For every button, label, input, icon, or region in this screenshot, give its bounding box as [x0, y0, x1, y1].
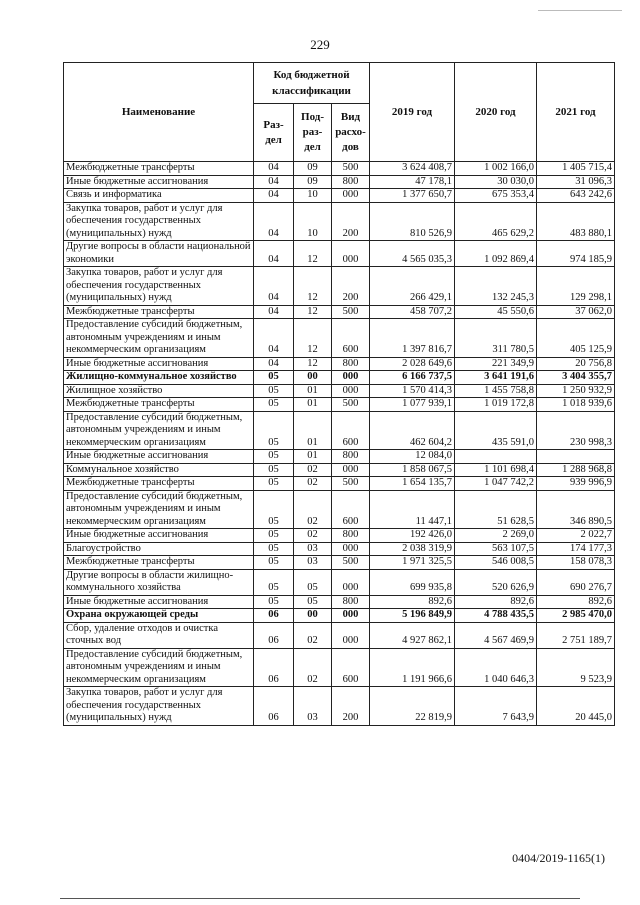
cell-razdel: 06	[254, 648, 294, 687]
cell-podrazdel: 05	[294, 569, 332, 595]
cell-vid: 000	[332, 609, 370, 623]
cell-podrazdel: 12	[294, 319, 332, 358]
cell-vid: 000	[332, 371, 370, 385]
header-2021: 2021 год	[537, 63, 615, 162]
cell-razdel: 04	[254, 241, 294, 267]
cell-2020: 675 353,4	[455, 189, 537, 203]
cell-2021: 1 018 939,6	[537, 398, 615, 412]
cell-vid: 800	[332, 595, 370, 609]
cell-razdel: 06	[254, 622, 294, 648]
cell-2020: 3 641 191,6	[455, 371, 537, 385]
cell-razdel: 05	[254, 595, 294, 609]
cell-razdel: 04	[254, 202, 294, 241]
cell-2019: 1 971 325,5	[370, 556, 455, 570]
cell-2020: 1 047 742,2	[455, 477, 537, 491]
cell-2021: 3 404 355,7	[537, 371, 615, 385]
table-row	[64, 357, 615, 371]
table-row	[64, 648, 615, 687]
cell-2021: 483 880,1	[537, 202, 615, 241]
cell-2021: 2 751 189,7	[537, 622, 615, 648]
header-2020: 2020 год	[455, 63, 537, 162]
cell-2019: 1 654 135,7	[370, 477, 455, 491]
cell-podrazdel: 00	[294, 371, 332, 385]
cell-2020: 1 092 869,4	[455, 241, 537, 267]
cell-2021: 1 405 715,4	[537, 162, 615, 176]
cell-podrazdel: 10	[294, 189, 332, 203]
cell-podrazdel: 01	[294, 384, 332, 398]
cell-2021: 31 096,3	[537, 175, 615, 189]
cell-podrazdel: 12	[294, 357, 332, 371]
cell-podrazdel: 01	[294, 450, 332, 464]
cell-name: Межбюджетные трансферты	[64, 398, 254, 412]
cell-name: Иные бюджетные ассигнования	[64, 529, 254, 543]
cell-vid: 800	[332, 357, 370, 371]
cell-razdel: 05	[254, 556, 294, 570]
table-row	[64, 189, 615, 203]
cell-vid: 000	[332, 241, 370, 267]
bottom-edge-rule	[60, 898, 580, 899]
cell-name: Иные бюджетные ассигнования	[64, 357, 254, 371]
cell-name: Жилищное хозяйство	[64, 384, 254, 398]
table-row	[64, 477, 615, 491]
header-podrazdel: Под-раз-дел	[294, 104, 332, 162]
cell-podrazdel: 05	[294, 595, 332, 609]
cell-vid: 500	[332, 398, 370, 412]
cell-2019: 1 570 414,3	[370, 384, 455, 398]
cell-name: Межбюджетные трансферты	[64, 162, 254, 176]
cell-vid: 000	[332, 189, 370, 203]
cell-podrazdel: 02	[294, 463, 332, 477]
cell-podrazdel: 03	[294, 687, 332, 726]
cell-podrazdel: 12	[294, 241, 332, 267]
cell-2019: 458 707,2	[370, 305, 455, 319]
table-row	[64, 175, 615, 189]
cell-vid: 000	[332, 463, 370, 477]
table-row	[64, 609, 615, 623]
cell-vid: 000	[332, 384, 370, 398]
header-code-group: Код бюджетной классификации	[254, 63, 370, 104]
cell-name: Предоставление субсидий бюджетным, автономным учреждениям и иным некоммерческим организациям	[64, 319, 254, 358]
cell-2021: 129 298,1	[537, 267, 615, 306]
cell-2020: 435 591,0	[455, 411, 537, 450]
cell-razdel: 05	[254, 569, 294, 595]
cell-2020: 30 030,0	[455, 175, 537, 189]
cell-2019: 699 935,8	[370, 569, 455, 595]
cell-razdel: 05	[254, 463, 294, 477]
cell-2020: 1 101 698,4	[455, 463, 537, 477]
cell-vid: 200	[332, 687, 370, 726]
header-2019: 2019 год	[370, 63, 455, 162]
cell-razdel: 04	[254, 319, 294, 358]
table-row	[64, 450, 615, 464]
cell-name: Благоустройство	[64, 542, 254, 556]
cell-2020: 563 107,5	[455, 542, 537, 556]
cell-name: Иные бюджетные ассигнования	[64, 595, 254, 609]
table-row	[64, 595, 615, 609]
cell-2019: 5 196 849,9	[370, 609, 455, 623]
cell-2021: 690 276,7	[537, 569, 615, 595]
cell-name: Сбор, удаление отходов и очистка сточных вод	[64, 622, 254, 648]
table-row	[64, 162, 615, 176]
cell-razdel: 05	[254, 384, 294, 398]
cell-razdel: 05	[254, 490, 294, 529]
table-row	[64, 319, 615, 358]
cell-name: Межбюджетные трансферты	[64, 477, 254, 491]
cell-vid: 500	[332, 162, 370, 176]
table-body	[64, 162, 615, 726]
cell-2021: 643 242,6	[537, 189, 615, 203]
cell-2019: 11 447,1	[370, 490, 455, 529]
cell-2020: 4 567 469,9	[455, 622, 537, 648]
cell-razdel: 05	[254, 398, 294, 412]
cell-2020: 51 628,5	[455, 490, 537, 529]
cell-vid: 600	[332, 411, 370, 450]
cell-razdel: 05	[254, 477, 294, 491]
cell-2021: 20 756,8	[537, 357, 615, 371]
cell-name: Иные бюджетные ассигнования	[64, 450, 254, 464]
cell-name: Предоставление субсидий бюджетным, автономным учреждениям и иным некоммерческим организациям	[64, 411, 254, 450]
cell-2020: 1 455 758,8	[455, 384, 537, 398]
cell-2019: 1 377 650,7	[370, 189, 455, 203]
cell-2020: 1 002 166,0	[455, 162, 537, 176]
cell-podrazdel: 12	[294, 305, 332, 319]
table-row	[64, 202, 615, 241]
cell-2020: 311 780,5	[455, 319, 537, 358]
cell-2019: 1 191 966,6	[370, 648, 455, 687]
cell-2021: 892,6	[537, 595, 615, 609]
cell-podrazdel: 03	[294, 556, 332, 570]
cell-name: Закупка товаров, работ и услуг для обеспечения государственных (муниципальных) нужд	[64, 687, 254, 726]
table-row	[64, 411, 615, 450]
cell-razdel: 04	[254, 175, 294, 189]
page-number: 229	[310, 37, 330, 52]
cell-2021: 230 998,3	[537, 411, 615, 450]
cell-vid: 600	[332, 648, 370, 687]
cell-2019: 6 166 737,5	[370, 371, 455, 385]
cell-2020: 132 245,3	[455, 267, 537, 306]
cell-name: Предоставление субсидий бюджетным, автономным учреждениям и иным некоммерческим организациям	[64, 490, 254, 529]
cell-podrazdel: 02	[294, 648, 332, 687]
cell-2019: 2 028 649,6	[370, 357, 455, 371]
cell-razdel: 05	[254, 450, 294, 464]
cell-2020: 1 040 646,3	[455, 648, 537, 687]
cell-name: Межбюджетные трансферты	[64, 556, 254, 570]
table-row	[64, 529, 615, 543]
table-row	[64, 622, 615, 648]
cell-2020: 7 643,9	[455, 687, 537, 726]
cell-2020: 465 629,2	[455, 202, 537, 241]
cell-vid: 800	[332, 450, 370, 464]
cell-2021: 2 022,7	[537, 529, 615, 543]
cell-podrazdel: 02	[294, 477, 332, 491]
table-row	[64, 542, 615, 556]
cell-vid: 000	[332, 542, 370, 556]
cell-podrazdel: 02	[294, 529, 332, 543]
table-row	[64, 305, 615, 319]
cell-name: Другие вопросы в области национальной экономики	[64, 241, 254, 267]
cell-razdel: 04	[254, 189, 294, 203]
cell-vid: 500	[332, 305, 370, 319]
table-row	[64, 384, 615, 398]
cell-2019: 810 526,9	[370, 202, 455, 241]
cell-podrazdel: 02	[294, 490, 332, 529]
cell-podrazdel: 03	[294, 542, 332, 556]
cell-name: Коммунальное хозяйство	[64, 463, 254, 477]
table-row	[64, 241, 615, 267]
cell-razdel: 06	[254, 687, 294, 726]
cell-2020	[455, 450, 537, 464]
cell-razdel: 06	[254, 609, 294, 623]
cell-2019: 462 604,2	[370, 411, 455, 450]
cell-podrazdel: 10	[294, 202, 332, 241]
table-row	[64, 267, 615, 306]
cell-razdel: 05	[254, 411, 294, 450]
cell-2021: 346 890,5	[537, 490, 615, 529]
cell-2021: 20 445,0	[537, 687, 615, 726]
cell-vid: 200	[332, 202, 370, 241]
cell-2021: 1 288 968,8	[537, 463, 615, 477]
cell-name: Предоставление субсидий бюджетным, автономным учреждениям и иным некоммерческим организациям	[64, 648, 254, 687]
cell-vid: 800	[332, 529, 370, 543]
document-code: 0404/2019-1165(1)	[512, 851, 605, 865]
header-vid: Вид расхо-дов	[332, 104, 370, 162]
cell-vid: 500	[332, 477, 370, 491]
cell-2021: 974 185,9	[537, 241, 615, 267]
cell-vid: 200	[332, 267, 370, 306]
cell-name: Охрана окружающей среды	[64, 609, 254, 623]
cell-2021: 2 985 470,0	[537, 609, 615, 623]
cell-podrazdel: 12	[294, 267, 332, 306]
cell-2020: 892,6	[455, 595, 537, 609]
cell-2019: 22 819,9	[370, 687, 455, 726]
cell-razdel: 05	[254, 529, 294, 543]
cell-vid: 500	[332, 556, 370, 570]
cell-name: Другие вопросы в области жилищно-коммунального хозяйства	[64, 569, 254, 595]
cell-vid: 800	[332, 175, 370, 189]
cell-podrazdel: 01	[294, 398, 332, 412]
table-row	[64, 371, 615, 385]
cell-2019: 47 178,1	[370, 175, 455, 189]
cell-2020: 520 626,9	[455, 569, 537, 595]
cell-podrazdel: 02	[294, 622, 332, 648]
table-row	[64, 556, 615, 570]
cell-2020: 221 349,9	[455, 357, 537, 371]
cell-vid: 000	[332, 622, 370, 648]
cell-name: Закупка товаров, работ и услуг для обеспечения государственных (муниципальных) нужд	[64, 267, 254, 306]
budget-table	[63, 62, 615, 726]
cell-2021: 405 125,9	[537, 319, 615, 358]
cell-2021: 9 523,9	[537, 648, 615, 687]
cell-2019: 266 429,1	[370, 267, 455, 306]
cell-razdel: 04	[254, 357, 294, 371]
cell-podrazdel: 00	[294, 609, 332, 623]
table-row	[64, 463, 615, 477]
header-name: Наименование	[64, 63, 254, 162]
cell-2019: 4 565 035,3	[370, 241, 455, 267]
cell-2020: 546 008,5	[455, 556, 537, 570]
cell-2020: 2 269,0	[455, 529, 537, 543]
top-edge-rule	[538, 10, 622, 11]
cell-2021: 158 078,3	[537, 556, 615, 570]
cell-2021	[537, 450, 615, 464]
cell-2019: 4 927 862,1	[370, 622, 455, 648]
cell-2019: 2 038 319,9	[370, 542, 455, 556]
cell-vid: 000	[332, 569, 370, 595]
cell-name: Межбюджетные трансферты	[64, 305, 254, 319]
cell-2019: 3 624 408,7	[370, 162, 455, 176]
cell-2019: 1 397 816,7	[370, 319, 455, 358]
table-row	[64, 398, 615, 412]
cell-2019: 1 858 067,5	[370, 463, 455, 477]
cell-razdel: 04	[254, 305, 294, 319]
cell-podrazdel: 09	[294, 175, 332, 189]
cell-2021: 37 062,0	[537, 305, 615, 319]
table-row	[64, 569, 615, 595]
cell-2019: 892,6	[370, 595, 455, 609]
cell-name: Закупка товаров, работ и услуг для обеспечения государственных (муниципальных) нужд	[64, 202, 254, 241]
cell-2021: 939 996,9	[537, 477, 615, 491]
cell-name: Связь и информатика	[64, 189, 254, 203]
cell-razdel: 05	[254, 542, 294, 556]
cell-2020: 4 788 435,5	[455, 609, 537, 623]
cell-name: Иные бюджетные ассигнования	[64, 175, 254, 189]
cell-2021: 1 250 932,9	[537, 384, 615, 398]
table-row	[64, 490, 615, 529]
cell-podrazdel: 09	[294, 162, 332, 176]
header-razdel: Раз-дел	[254, 104, 294, 162]
cell-razdel: 04	[254, 162, 294, 176]
cell-2020: 1 019 172,8	[455, 398, 537, 412]
cell-2019: 1 077 939,1	[370, 398, 455, 412]
table-row	[64, 687, 615, 726]
cell-razdel: 04	[254, 267, 294, 306]
cell-2020: 45 550,6	[455, 305, 537, 319]
cell-razdel: 05	[254, 371, 294, 385]
cell-podrazdel: 01	[294, 411, 332, 450]
cell-vid: 600	[332, 490, 370, 529]
cell-name: Жилищно-коммунальное хозяйство	[64, 371, 254, 385]
cell-2019: 192 426,0	[370, 529, 455, 543]
cell-2021: 174 177,3	[537, 542, 615, 556]
cell-vid: 600	[332, 319, 370, 358]
cell-2019: 12 084,0	[370, 450, 455, 464]
